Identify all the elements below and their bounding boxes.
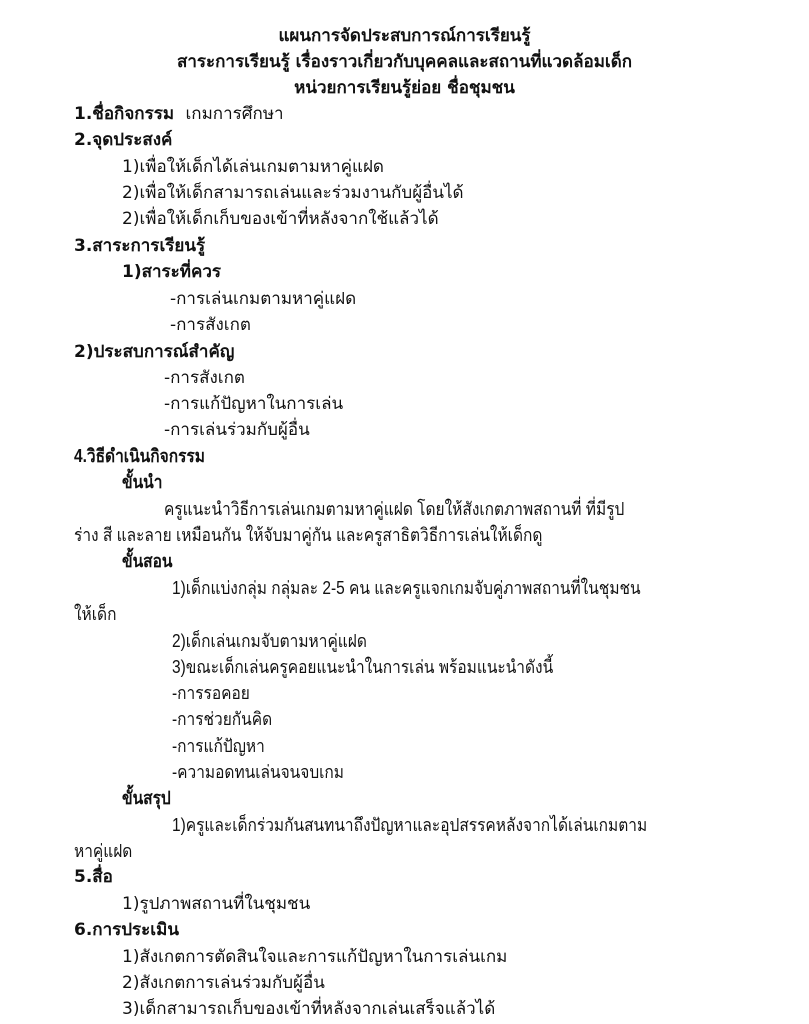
teach-item: 3)ขณะเด็กเล่นครูคอยแนะนำในการเล่น พร้อมแนะนำดังนี้ xyxy=(172,657,554,677)
doc-subtitle: สาระการเรียนรู้ เรื่องราวเกี่ยวกับบุคคลและสถานที่แวดล้อมเด็ก xyxy=(176,52,633,72)
section-6-heading: 6.การประเมิน xyxy=(74,920,179,940)
section-1 xyxy=(74,102,284,126)
section-4-heading: 4.วิธีดำเนินกิจกรรม xyxy=(74,446,205,466)
evaluation-item: 2)สังเกตการเล่นร่วมกับผู้อื่น xyxy=(122,973,325,993)
doc-unit: หน่วยการเรียนรู้ย่อย ชื่อชุมชน xyxy=(294,78,515,98)
teach-item: 2)เด็กเล่นเกมจับตามหาคู่แฝด xyxy=(172,631,367,651)
teach-bullet: -การแก้ปัญหา xyxy=(172,736,265,756)
conclude-item-cont: หาคู่แฝด xyxy=(74,841,133,861)
conclude-item: 1)ครูและเด็กร่วมกันสนทนาถึงปัญหาและอุปสรรคหลังจากได้เล่นเกมตาม xyxy=(172,815,648,835)
evaluation-item: 1)สังเกตการตัดสินใจและการแก้ปัญหาในการเล่นเกม xyxy=(122,947,508,967)
intro-step-text-cont: ร่าง สี และลาย เหมือนกัน ให้จับมาคู่กัน และครูสาธิตวิธีการเล่นให้เด็กดู xyxy=(74,525,543,545)
content-item: -การสังเกต xyxy=(170,315,251,335)
conclude-step-heading: ขั้นสรุป xyxy=(122,788,171,808)
objective-item: 2)เพื่อให้เด็กเก็บของเข้าที่หลังจากใช้แล้วได้ xyxy=(122,209,439,229)
teach-bullet: -การรอคอย xyxy=(172,683,250,703)
section-1-heading: 1.ชื่อกิจกรรม xyxy=(74,104,175,124)
content-sub2-heading: 2)ประสบการณ์สำคัญ xyxy=(74,342,235,362)
section-3-heading: 3.สาระการเรียนรู้ xyxy=(74,236,206,256)
doc-title: แผนการจัดประสบการณ์การเรียนรู้ xyxy=(278,26,531,46)
teach-item-cont: ให้เด็ก xyxy=(74,604,117,624)
intro-step-text: ครูแนะนำวิธีการเล่นเกมตามหาคู่แฝด โดยให้สังเกตภาพสถานที่ ที่มีรูป xyxy=(164,499,625,519)
content-item: -การเล่นเกมตามหาคู่แฝด xyxy=(170,289,357,309)
section-5-heading: 5.สื่อ xyxy=(74,867,113,887)
section-2-heading: 2.จุดประสงค์ xyxy=(74,130,173,150)
experience-item: -การเล่นร่วมกับผู้อื่น xyxy=(164,420,310,440)
objective-item: 1)เพื่อให้เด็กได้เล่นเกมตามหาคู่แฝด xyxy=(122,157,384,177)
objective-item: 2)เพื่อให้เด็กสามารถเล่นและร่วมงานกับผู้อื่นได้ xyxy=(122,183,464,203)
teach-bullet: -ความอดทนเล่นจนจบเกม xyxy=(172,762,345,782)
section-1-value: เกมการศึกษา xyxy=(185,104,284,124)
media-item: 1)รูปภาพสถานที่ในชุมชน xyxy=(122,894,311,914)
experience-item: -การแก้ปัญหาในการเล่น xyxy=(164,394,344,414)
teach-item: 1)เด็กแบ่งกลุ่ม กลุ่มละ 2-5 คน และครูแจกเกมจับคู่ภาพสถานที่ในชุมชน xyxy=(172,578,641,598)
intro-step-heading: ขั้นนำ xyxy=(122,472,163,492)
evaluation-item: 3)เด็กสามารถเก็บของเข้าที่หลังจากเล่นเสร็จแล้วได้ xyxy=(122,999,496,1019)
teach-bullet: -การช่วยกันคิด xyxy=(172,709,273,729)
experience-item: -การสังเกต xyxy=(164,368,245,388)
teach-step-heading: ขั้นสอน xyxy=(122,551,173,571)
content-sub1-heading: 1)สาระที่ควร xyxy=(122,262,222,282)
